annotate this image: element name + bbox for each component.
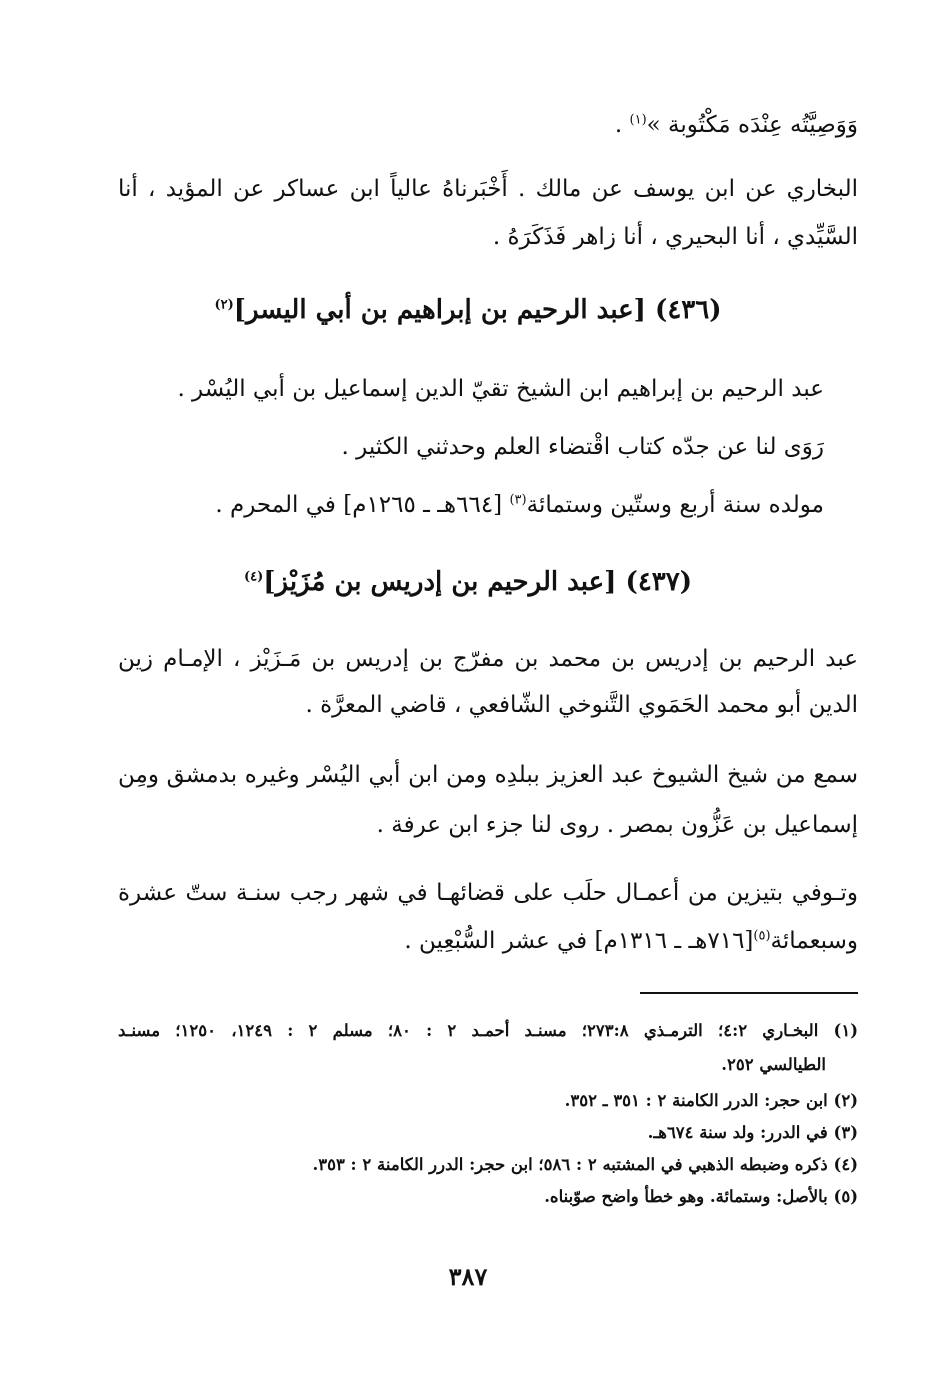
footnote-ref-2: (٢) <box>214 297 234 313</box>
entry-437-death-date: [٧١٦هـ ـ ١٣١٦م] في عشر السُّبْعِين . <box>404 928 754 954</box>
footnote-3: (٣) في الدرر: ولد سنة ٦٧٤هـ. <box>647 1123 858 1142</box>
entry-437-heading <box>78 562 858 602</box>
paragraph-bukhari-line-1: البخاري عن ابن يوسف عن مالك . أَخْبَرناهُ عالياً ابن عساكر عن المؤيد ، أنا <box>118 176 858 202</box>
footnote-ref-5: (٥) <box>753 928 771 944</box>
entry-436-heading <box>78 290 858 330</box>
footnote-divider <box>640 992 858 994</box>
footnote-ref-4: (٤) <box>243 569 264 585</box>
entry-436-line-1: عبد الرحيم بن إبراهيم ابن الشيخ تقيّ الدين إسماعيل بن أبي اليُسْر . <box>177 376 824 402</box>
opening-text: وَوَصِيَّتُه عِنْدَه مَكْتُوبة » <box>646 112 858 138</box>
entry-437-heading-text: (٤٣٧) [عبد الرحيم بن إدريس بن مُزَيْز] <box>263 567 693 597</box>
footnote-1-line-1: (١) البخـاري ٤:٢؛ الترمـذي ٢٧٣:٨؛ مسنـد أحمـد ٢ : ٨٠؛ مسلم ٢ : ١٢٤٩، ١٢٥٠؛ مسنـد <box>118 1021 858 1040</box>
entry-437-para2-line-1: سمع من شيخ الشيوخ عبد العزيز ببلدِه ومن ابن أبي اليُسْر وغيره بدمشق ومِن <box>118 762 858 788</box>
footnote-ref-1: (١) <box>629 112 647 128</box>
footnote-4: (٤) ذكره وضبطه الذهبي في المشتبه ٢ : ٥٨٦؛ ابن حجر: الدرر الكامنة ٢ : ٣٥٣. <box>312 1155 858 1174</box>
entry-436-birth-text: مولده سنة أربع وستّين وستمائة <box>526 492 824 518</box>
entry-437-para3-line-1: وتـوفي بتيزين من أعمـال حلَب على قضائهـا في شهر رجب سنـة ستّ عشرة <box>118 880 858 906</box>
paragraph-bukhari-line-2: السَّيِّدي ، أنا البحيري ، أنا زاهر فَذَكَرَهُ . <box>492 224 858 250</box>
entry-437-para1-line-1: عبد الرحيم بن إدريس بن محمد بن مفرّج بن إدريس بن مَـزَيْز ، الإمـام زين <box>118 646 858 672</box>
opening-end: . <box>614 112 630 138</box>
footnote-2: (٢) ابن حجر: الدرر الكامنة ٢ : ٣٥١ ـ ٣٥٢. <box>564 1091 858 1110</box>
page-number: ٣٨٧ <box>448 1262 488 1291</box>
footnote-5: (٥) بالأصل: وستمائة. وهو خطأ واضح صوّبناه. <box>544 1187 858 1206</box>
entry-437-para2-line-2: إسماعيل بن عَزُّون بمصر . روى لنا جزء ابن عرفة . <box>376 812 858 838</box>
footnote-1-line-2: الطيالسي ٢٥٢. <box>721 1055 826 1074</box>
opening-line <box>615 108 858 142</box>
entry-437-death-text: وسبعمائة <box>770 928 858 954</box>
entry-436-birth-date: [٦٦٤هـ ـ ١٢٦٥م] في المحرم . <box>215 492 510 518</box>
footnote-ref-3: (٣) <box>509 492 527 508</box>
entry-436-line-2: رَوَى لنا عن جدّه كتاب اقْتضاء العلم وحدثني الكثير . <box>341 434 824 460</box>
entry-436-heading-text: (٤٣٦) [عبد الرحيم بن إبراهيم بن أبي اليسر] <box>233 295 722 325</box>
entry-437-para3-line-2 <box>404 924 858 958</box>
entry-437-para1-line-2: الدين أبو محمد الحَمَوي التَّنوخي الشّافعي ، قاضي المعرَّة . <box>305 692 858 718</box>
entry-436-birth-line <box>215 488 824 522</box>
